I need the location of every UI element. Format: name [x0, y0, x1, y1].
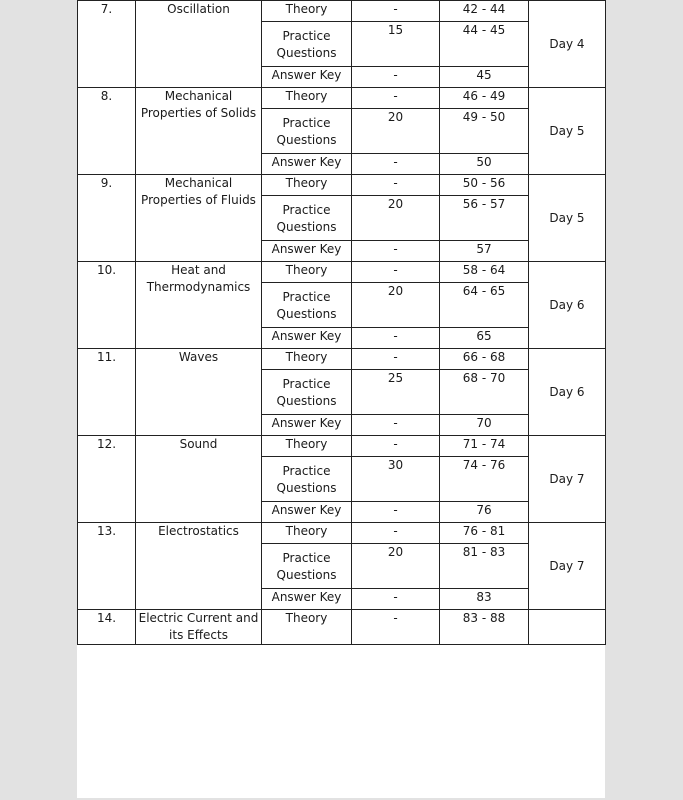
section-type-cell [262, 436, 352, 457]
page-range-cell: 71 - 74 [440, 436, 529, 457]
section-type-line: Answer Key [271, 242, 342, 256]
chapter-name-line: Electric Current and [138, 611, 259, 625]
section-type-line: Practice [282, 29, 331, 43]
chapter-name-cell [136, 436, 262, 523]
section-type-cell [262, 457, 352, 502]
page-range-cell: 50 - 56 [440, 175, 529, 196]
section-type-line: Theory [285, 437, 328, 451]
section-type-line: Practice [282, 290, 331, 304]
table-row [78, 88, 606, 109]
table-row [78, 436, 606, 457]
question-count-cell: - [352, 502, 440, 523]
section-type-line: Answer Key [271, 590, 342, 604]
section-type-line: Theory [285, 350, 328, 364]
question-count-cell: - [352, 262, 440, 283]
table-row [78, 262, 606, 283]
chapter-name-cell [136, 349, 262, 436]
section-type-line: Theory [285, 611, 328, 625]
page-range-cell: 56 - 57 [440, 196, 529, 241]
table-row [78, 349, 606, 370]
table-row [78, 175, 606, 196]
page-range-cell: 45 [440, 67, 529, 88]
question-count-cell: 20 [352, 196, 440, 241]
section-type-cell [262, 1, 352, 22]
section-type-line: Answer Key [271, 416, 342, 430]
section-type-line: Answer Key [271, 329, 342, 343]
page-range-cell: 74 - 76 [440, 457, 529, 502]
section-type-line: Questions [276, 307, 337, 321]
section-type-cell [262, 241, 352, 262]
page-range-cell: 83 [440, 589, 529, 610]
section-type-cell [262, 262, 352, 283]
question-count-cell: - [352, 1, 440, 22]
section-type-line: Answer Key [271, 155, 342, 169]
section-type-cell [262, 154, 352, 175]
section-type-line: Theory [285, 524, 328, 538]
question-count-cell: 20 [352, 283, 440, 328]
section-type-line: Theory [285, 89, 328, 103]
section-type-cell [262, 370, 352, 415]
page-range-cell: 44 - 45 [440, 22, 529, 67]
section-type-cell [262, 22, 352, 67]
section-type-line: Questions [276, 481, 337, 495]
section-type-line: Practice [282, 116, 331, 130]
page-range-cell: 58 - 64 [440, 262, 529, 283]
chapter-name-line: Properties of Solids [140, 106, 257, 120]
chapter-name-line: Electrostatics [158, 524, 239, 538]
serial-number-cell: 8. [78, 88, 136, 175]
page-range-cell: 57 [440, 241, 529, 262]
serial-number-cell: 9. [78, 175, 136, 262]
chapter-name-cell [136, 610, 262, 645]
section-type-cell [262, 175, 352, 196]
day-cell: Day 6 [529, 262, 606, 349]
chapter-name-line: Oscillation [167, 2, 230, 16]
day-cell: Day 6 [529, 349, 606, 436]
chapter-name-cell [136, 88, 262, 175]
section-type-cell [262, 196, 352, 241]
page-range-cell: 49 - 50 [440, 109, 529, 154]
page-range-cell: 68 - 70 [440, 370, 529, 415]
section-type-cell [262, 415, 352, 436]
chapter-name-line: Mechanical [164, 89, 233, 103]
question-count-cell: - [352, 328, 440, 349]
section-type-cell [262, 88, 352, 109]
chapter-name-cell [136, 1, 262, 88]
question-count-cell: - [352, 67, 440, 88]
section-type-cell [262, 67, 352, 88]
section-type-line: Questions [276, 133, 337, 147]
section-type-line: Practice [282, 377, 331, 391]
serial-number-cell: 10. [78, 262, 136, 349]
serial-number-cell: 14. [78, 610, 136, 645]
day-cell: Day 7 [529, 523, 606, 610]
document-page [77, 0, 605, 800]
page-range-cell: 66 - 68 [440, 349, 529, 370]
section-type-cell [262, 523, 352, 544]
section-type-cell [262, 589, 352, 610]
question-count-cell: - [352, 241, 440, 262]
chapter-name-line: Waves [178, 350, 219, 364]
question-count-cell: 25 [352, 370, 440, 415]
table-row [78, 523, 606, 544]
question-count-cell: - [352, 415, 440, 436]
chapter-name-line: Properties of Fluids [141, 193, 256, 207]
chapter-name-line: its Effects [169, 628, 228, 642]
question-count-cell: - [352, 88, 440, 109]
question-count-cell: - [352, 436, 440, 457]
section-type-cell [262, 349, 352, 370]
chapter-name-line: Mechanical [164, 176, 233, 190]
chapter-name-line: Thermodynamics [146, 280, 251, 294]
question-count-cell: - [352, 154, 440, 175]
day-cell [529, 610, 606, 645]
chapter-name-cell [136, 262, 262, 349]
page-range-cell: 65 [440, 328, 529, 349]
section-type-cell [262, 283, 352, 328]
serial-number-cell: 12. [78, 436, 136, 523]
page-range-cell: 76 - 81 [440, 523, 529, 544]
page-range-cell: 42 - 44 [440, 1, 529, 22]
section-type-line: Practice [282, 551, 331, 565]
study-plan-table [77, 0, 606, 645]
page-range-cell: 81 - 83 [440, 544, 529, 589]
serial-number-cell: 7. [78, 1, 136, 88]
section-type-line: Questions [276, 394, 337, 408]
serial-number-cell: 13. [78, 523, 136, 610]
page-range-cell: 46 - 49 [440, 88, 529, 109]
section-type-line: Theory [285, 176, 328, 190]
question-count-cell: 20 [352, 544, 440, 589]
section-type-line: Questions [276, 46, 337, 60]
question-count-cell: 30 [352, 457, 440, 502]
chapter-name-cell [136, 175, 262, 262]
section-type-cell [262, 328, 352, 349]
question-count-cell: - [352, 523, 440, 544]
chapter-name-line: Sound [179, 437, 218, 451]
section-type-line: Answer Key [271, 68, 342, 82]
page-range-cell: 83 - 88 [440, 610, 529, 645]
day-cell: Day 7 [529, 436, 606, 523]
question-count-cell: 20 [352, 109, 440, 154]
section-type-line: Answer Key [271, 503, 342, 517]
day-cell: Day 5 [529, 175, 606, 262]
question-count-cell: - [352, 175, 440, 196]
chapter-name-cell [136, 523, 262, 610]
section-type-cell [262, 610, 352, 645]
section-type-line: Theory [285, 2, 328, 16]
question-count-cell: 15 [352, 22, 440, 67]
section-type-cell [262, 544, 352, 589]
question-count-cell: - [352, 610, 440, 645]
page-range-cell: 76 [440, 502, 529, 523]
study-plan-body [78, 1, 606, 645]
chapter-name-line: Heat and [171, 263, 226, 277]
question-count-cell: - [352, 349, 440, 370]
section-type-line: Practice [282, 203, 331, 217]
question-count-cell: - [352, 589, 440, 610]
table-row [78, 1, 606, 22]
section-type-line: Questions [276, 568, 337, 582]
section-type-cell [262, 109, 352, 154]
day-cell: Day 4 [529, 1, 606, 88]
section-type-line: Questions [276, 220, 337, 234]
page-range-cell: 70 [440, 415, 529, 436]
section-type-cell [262, 502, 352, 523]
table-row [78, 610, 606, 645]
page-range-cell: 50 [440, 154, 529, 175]
page-range-cell: 64 - 65 [440, 283, 529, 328]
serial-number-cell: 11. [78, 349, 136, 436]
day-cell: Day 5 [529, 88, 606, 175]
section-type-line: Theory [285, 263, 328, 277]
section-type-line: Practice [282, 464, 331, 478]
